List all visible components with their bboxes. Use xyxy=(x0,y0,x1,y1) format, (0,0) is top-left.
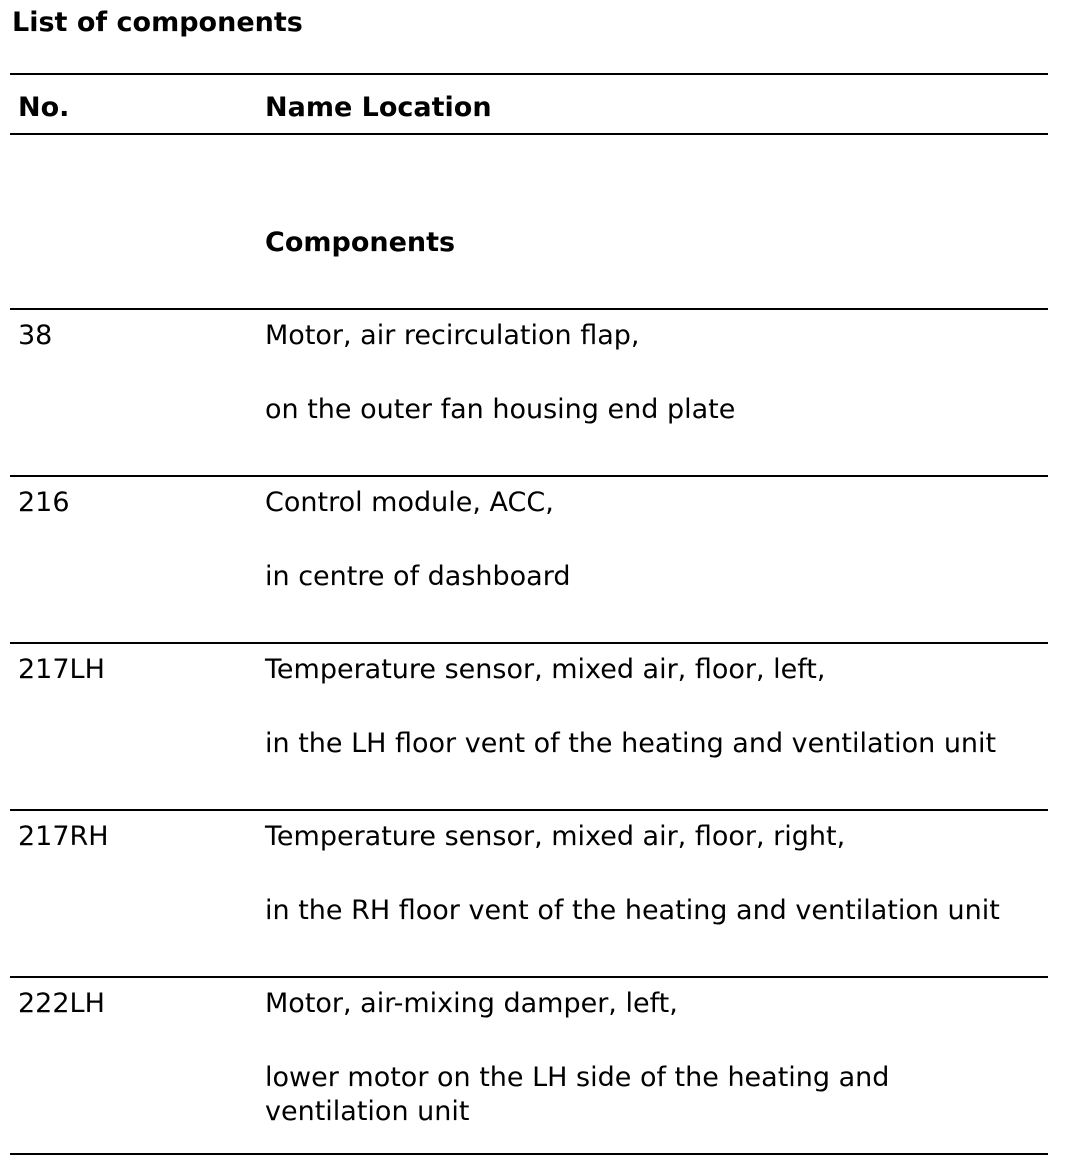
component-location: in the RH floor vent of the heating and ventilation unit xyxy=(265,895,1000,926)
component-number: 38 xyxy=(18,320,53,351)
component-name: Temperature sensor, mixed air, floor, left, xyxy=(265,654,826,685)
table-bottom-rule xyxy=(10,1153,1048,1155)
row-divider xyxy=(10,475,1048,477)
component-name: Temperature sensor, mixed air, floor, right, xyxy=(265,821,846,852)
section-heading-row xyxy=(0,226,1072,266)
header-no: No. xyxy=(18,92,70,123)
component-name: Motor, air-mixing damper, left, xyxy=(265,988,678,1019)
table-header xyxy=(0,91,1072,131)
row-divider xyxy=(10,642,1048,644)
row-divider xyxy=(10,308,1048,310)
row-divider xyxy=(10,976,1048,978)
component-location: on the outer fan housing end plate xyxy=(265,394,736,425)
table-top-rule xyxy=(10,73,1048,75)
component-location: lower motor on the LH side of the heating and ventilation unit xyxy=(265,1062,890,1127)
component-number: 217LH xyxy=(18,654,105,685)
page-title: List of components xyxy=(12,7,303,38)
component-location: in the LH floor vent of the heating and ventilation unit xyxy=(265,728,997,759)
component-number: 217RH xyxy=(18,821,109,852)
component-number: 222LH xyxy=(18,988,105,1019)
header-bottom-rule xyxy=(10,133,1048,135)
component-location: in centre of dashboard xyxy=(265,561,571,592)
component-name: Control module, ACC, xyxy=(265,487,554,518)
section-heading: Components xyxy=(265,227,456,258)
header-name-location: Name Location xyxy=(265,92,492,123)
component-number: 216 xyxy=(18,487,70,518)
row-divider xyxy=(10,809,1048,811)
component-name: Motor, air recirculation flap, xyxy=(265,320,640,351)
